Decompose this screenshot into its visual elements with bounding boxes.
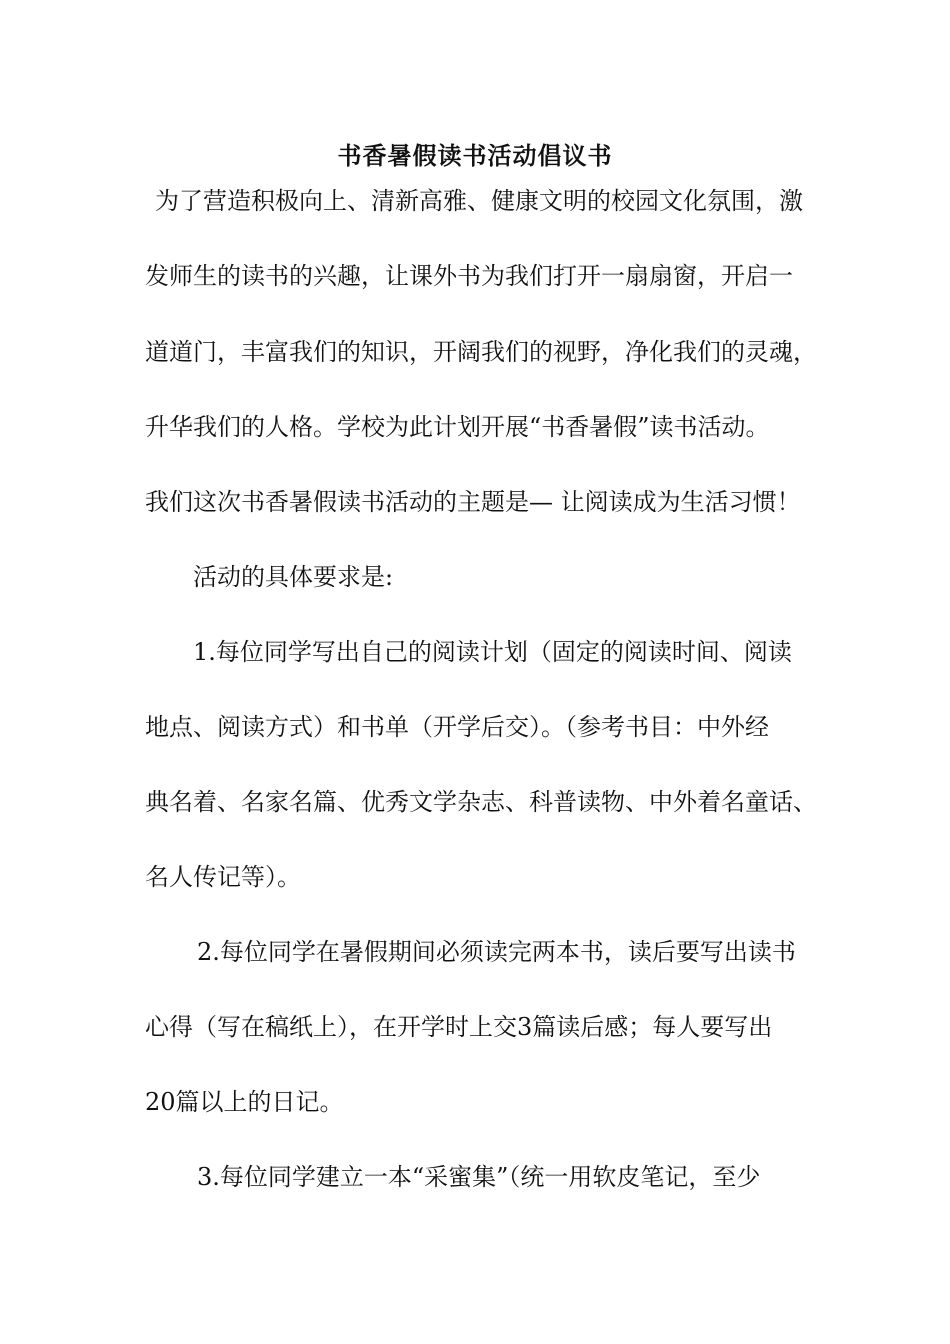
list-item-line: 2.每位同学在暑假期间必须读完两本书，读后要写出读书 bbox=[197, 938, 796, 966]
paragraph-line: 发师生的读书的兴趣，让课外书为我们打开一扇扇窗，开启一 bbox=[145, 262, 793, 290]
paragraph-line: 道道门，丰富我们的知识，开阔我们的视野，净化我们的灵魂， bbox=[145, 338, 817, 366]
list-item-line: 名人传记等）。 bbox=[145, 863, 301, 891]
paragraph-line: 为了营造积极向上、清新高雅、健康文明的校园文化氛围，激 bbox=[155, 187, 803, 215]
paragraph-line: 我们这次书香暑假读书活动的主题是— 让阅读成为生活习惯！ bbox=[145, 488, 801, 516]
paragraph-line: 升华我们的人格。学校为此计划开展“书香暑假”读书活动。 bbox=[145, 413, 770, 441]
list-item-line: 20篇以上的日记。 bbox=[145, 1088, 344, 1116]
list-item-line: 地点、阅读方式）和书单（开学后交）。（参考书目：中外经 bbox=[145, 713, 769, 741]
list-item-line: 典名着、名家名篇、优秀文学杂志、科普读物、中外着名童话、 bbox=[145, 788, 817, 816]
document-title: 书香暑假读书活动倡议书 bbox=[337, 141, 613, 170]
list-item-line: 心得（写在稿纸上），在开学时上交3篇读后感；每人要写出 bbox=[145, 1013, 773, 1041]
paragraph-line: 活动的具体要求是: bbox=[193, 563, 394, 591]
list-item-line: 1.每位同学写出自己的阅读计划（固定的阅读时间、阅读 bbox=[193, 638, 792, 666]
list-item-line: 3.每位同学建立一本“采蜜集”（统一用软皮笔记，至少 bbox=[197, 1163, 761, 1191]
